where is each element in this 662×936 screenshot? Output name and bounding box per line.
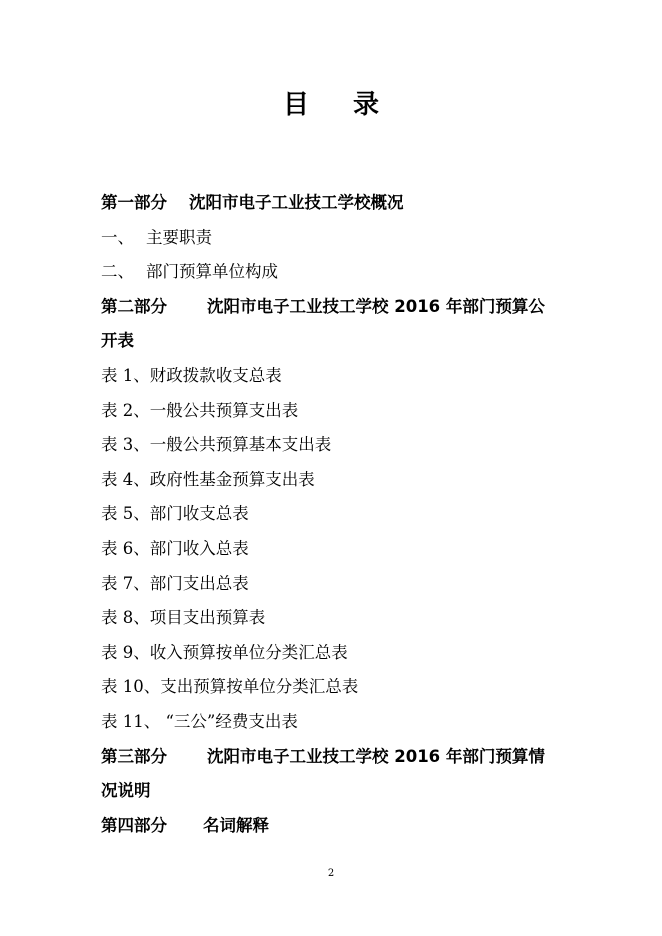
toc-table-7: 表 7、部门支出总表 [101,573,249,593]
toc-part-3-label: 第三部分 [101,746,167,766]
toc-part-4-text: 名词解释 [203,815,269,835]
toc-part-3 [101,740,571,775]
toc-part-1-text: 沈阳市电子工业技工学校概况 [189,193,404,212]
toc-part-1 [101,186,571,221]
title-char-1: 目 [282,90,309,120]
toc-part-2-label: 第二部分 [101,296,167,316]
page-number: 2 [327,868,335,879]
toc-item-2-text: 部门预算单位构成 [146,262,278,282]
toc-table-4: 表 4、政府性基金预算支出表 [101,469,315,489]
toc-table-5: 表 5、部门收支总表 [101,504,249,524]
toc-item-1-label: 一、 [101,227,134,247]
toc-table-2: 表 2、一般公共预算支出表 [101,400,299,420]
title-char-2: 录 [353,90,380,120]
toc-table-6: 表 6、部门收入总表 [101,538,249,558]
toc-table-8: 表 8、项目支出预算表 [101,608,266,628]
toc-part-3-text: 沈阳市电子工业技工学校 2016 年部门预算情 [207,746,545,766]
toc-part-1-label: 第一部分 [101,193,167,212]
toc-part-2 [101,290,571,325]
toc-table-1: 表 1、财政拨款收支总表 [101,365,282,385]
toc-table-3: 表 3、一般公共预算基本支出表 [101,435,332,455]
toc-item-1-text: 主要职责 [146,227,212,247]
toc-part-4 [101,809,571,844]
toc-item-2-label: 二、 [101,262,134,282]
table-of-contents [101,186,571,843]
toc-table-10: 表 10、支出预算按单位分类汇总表 [101,677,359,697]
toc-table-11: 表 11、 “三公”经费支出表 [101,711,298,731]
toc-part-3-continued: 况说明 [101,781,151,801]
toc-part-4-label: 第四部分 [101,815,167,835]
page-title [0,84,662,121]
toc-table-9: 表 9、收入预算按单位分类汇总表 [101,642,348,662]
toc-part-2-text: 沈阳市电子工业技工学校 2016 年部门预算公 [207,296,545,316]
toc-item-2 [101,255,571,290]
toc-part-2-continued: 开表 [101,331,134,351]
toc-item-1 [101,221,571,256]
